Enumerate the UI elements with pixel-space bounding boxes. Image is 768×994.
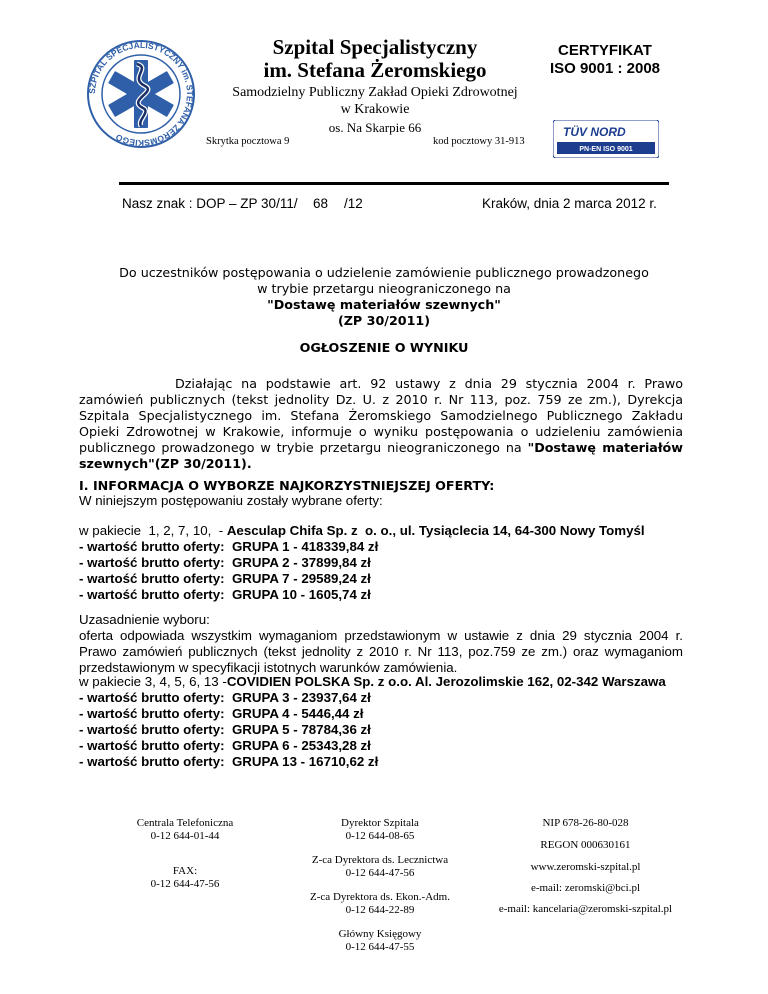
offer2-row: - wartość brutto oferty: GRUPA 3 - 23937,64 zł	[79, 690, 371, 705]
hospital-address: os. Na Skarpie 66	[328, 120, 422, 135]
offer2-row: - wartość brutto oferty: GRUPA 6 - 25343,28 zł	[79, 738, 371, 753]
addressee-line3: "Dostawę materiałów szewnych"	[267, 297, 501, 312]
email-link-1[interactable]: e-mail: zeromski@bci.pl	[530, 882, 641, 894]
email-link-2[interactable]: e-mail: kancelaria@zeromski-szpital.pl	[498, 903, 673, 915]
offer1-row: - wartość brutto oferty: GRUPA 10 - 1605,74 zł	[79, 587, 371, 602]
addressee-line2: w trybie przetargu nieograniczonego na	[257, 281, 511, 296]
deputy-med-phone: 0-12 644-47-56	[345, 867, 415, 879]
deputy-econ-label: Z-ca Dyrektora ds. Ekon.-Adm.	[310, 891, 450, 903]
footer-col-management	[290, 817, 470, 954]
tuv-brand: TÜV NORD	[563, 125, 626, 139]
offer1-row: - wartość brutto oferty: GRUPA 1 - 418339,84 zł	[79, 539, 379, 554]
offer1-company: Aesculap Chifa Sp. z o. o., ul. Tysiąclecia 14, 64-300 Nowy Tomyśl	[226, 523, 645, 538]
fax-phone: 0-12 644-47-56	[150, 878, 220, 890]
director-label: Dyrektor Szpitala	[341, 817, 419, 829]
offer2-block	[79, 674, 689, 770]
sign-number: 68	[313, 196, 329, 211]
accountant-phone: 0-12 644-47-55	[345, 941, 415, 953]
addressee-block	[70, 265, 698, 329]
fax-label: FAX:	[172, 865, 198, 877]
offer1-row: - wartość brutto oferty: GRUPA 7 - 29589,24 zł	[79, 571, 371, 586]
footer-col-contact	[478, 817, 693, 916]
postal-code: kod pocztowy 31-913	[433, 136, 525, 147]
addressee-line1: Do uczestników postępowania o udzielenie zamówienie publicznego prowadzonego	[119, 265, 649, 280]
offer1-prefix: w pakiecie 1, 2, 7, 10, -	[79, 523, 227, 538]
sign-suffix: /12	[344, 196, 363, 211]
intro-paragraph	[79, 376, 683, 472]
certificate-line2: ISO 9001 : 2008	[549, 60, 661, 77]
offer2-prefix: w pakiecie 3, 4, 5, 6, 13 -	[79, 674, 227, 689]
hospital-logo	[85, 38, 197, 150]
section1-subtitle: W niniejszym postępowaniu zostały wybrane oferty:	[79, 493, 383, 508]
central-phone: 0-12 644-01-44	[150, 830, 220, 842]
website-link[interactable]: www.zeromski-szpital.pl	[530, 861, 641, 873]
certificate	[540, 42, 670, 78]
tuv-norm: PN-EN ISO 9001	[579, 146, 633, 153]
logo-ring-text: SZPITAL SPECJALISTYCZNY im. STEFANA ŻEROMSKIEGO	[86, 39, 196, 149]
announcement-title: OGŁOSZENIE O WYNIKU	[299, 340, 469, 355]
intro-text: Działając na podstawie art. 92 ustawy z dnia 29 stycznia 2004 r. Prawo zamówień publicznych (tekst jednolity Dz. U. z 2010 r. Nr 113, poz. 759 ze zm.), Dyrekcja Szpitala Specjalistycznego im. Stefana Żeromskiego Samodzielnego Publicznego Zakładu Opieki Zdrowotnej w Krakowie, informuje o wyniku postępowania o udzieleniu zamówienia publicznego prowadzonego w trybie przetargu nieograniczonego na	[79, 376, 683, 455]
director-phone: 0-12 644-08-65	[345, 830, 415, 842]
hospital-name	[200, 36, 550, 82]
offer2-row: - wartość brutto oferty: GRUPA 13 - 16710,62 zł	[79, 754, 379, 769]
section1-title: I. INFORMACJA O WYBORZE NAJKORZYSTNIEJSZEJ OFERTY:	[79, 478, 495, 493]
po-box: Skrytka pocztowa 9	[206, 136, 290, 147]
place-date: Kraków, dnia 2 marca 2012 r.	[482, 196, 657, 211]
our-sign: Nasz znak : DOP – ZP 30/11/	[122, 196, 298, 211]
nip: NIP 678-26-80-028	[542, 817, 629, 829]
hospital-subtitle-line1: Samodzielny Publiczny Zakład Opieki Zdrowotnej	[232, 85, 518, 100]
justification-text: oferta odpowiada wszystkim wymaganiom przedstawionym w ustawie z dnia 29 stycznia 2004 r. Prawo zamówień publicznych (tekst jednolity z 2010 r. Nr 113, poz.759 ze zm.) oraz wymaganiom przedstawionym w specyfikacji istotnych warunków zamówienia.	[79, 628, 683, 675]
deputy-med-label: Z-ca Dyrektora ds. Lecznictwa	[311, 854, 449, 866]
hospital-name-line2: im. Stefana Żeromskiego	[263, 58, 487, 82]
justification-block	[79, 612, 683, 676]
central-label: Centrala Telefoniczna	[136, 817, 234, 829]
hospital-subtitle	[200, 84, 550, 118]
offer2-row: - wartość brutto oferty: GRUPA 4 - 5446,44 zł	[79, 706, 364, 721]
deputy-econ-phone: 0-12 644-22-89	[345, 904, 415, 916]
footer-col-phones	[110, 817, 260, 891]
regon: REGON 000630161	[540, 839, 631, 851]
certificate-line1: CERTYFIKAT	[558, 42, 652, 59]
addressee-line4: (ZP 30/2011)	[337, 313, 431, 328]
tuv-nord-badge	[553, 120, 659, 158]
justification-title: Uzasadnienie wyboru:	[79, 612, 210, 627]
accountant-label: Główny Księgowy	[338, 928, 422, 940]
offer2-row: - wartość brutto oferty: GRUPA 5 - 78784,36 zł	[79, 722, 371, 737]
offer1-block	[79, 523, 679, 603]
intro-bold-tail: "Dostawę materiałów szewnych"(ZP 30/2011).	[79, 440, 683, 471]
offer1-row: - wartość brutto oferty: GRUPA 2 - 37899,84 zł	[79, 555, 371, 570]
header-divider	[119, 182, 669, 185]
hospital-subtitle-line2: w Krakowie	[340, 102, 410, 117]
offer2-company: COVIDIEN POLSKA Sp. z o.o. Al. Jerozolimskie 162, 02-342 Warszawa	[226, 674, 666, 689]
hospital-name-line1: Szpital Specjalistyczny	[272, 35, 478, 59]
